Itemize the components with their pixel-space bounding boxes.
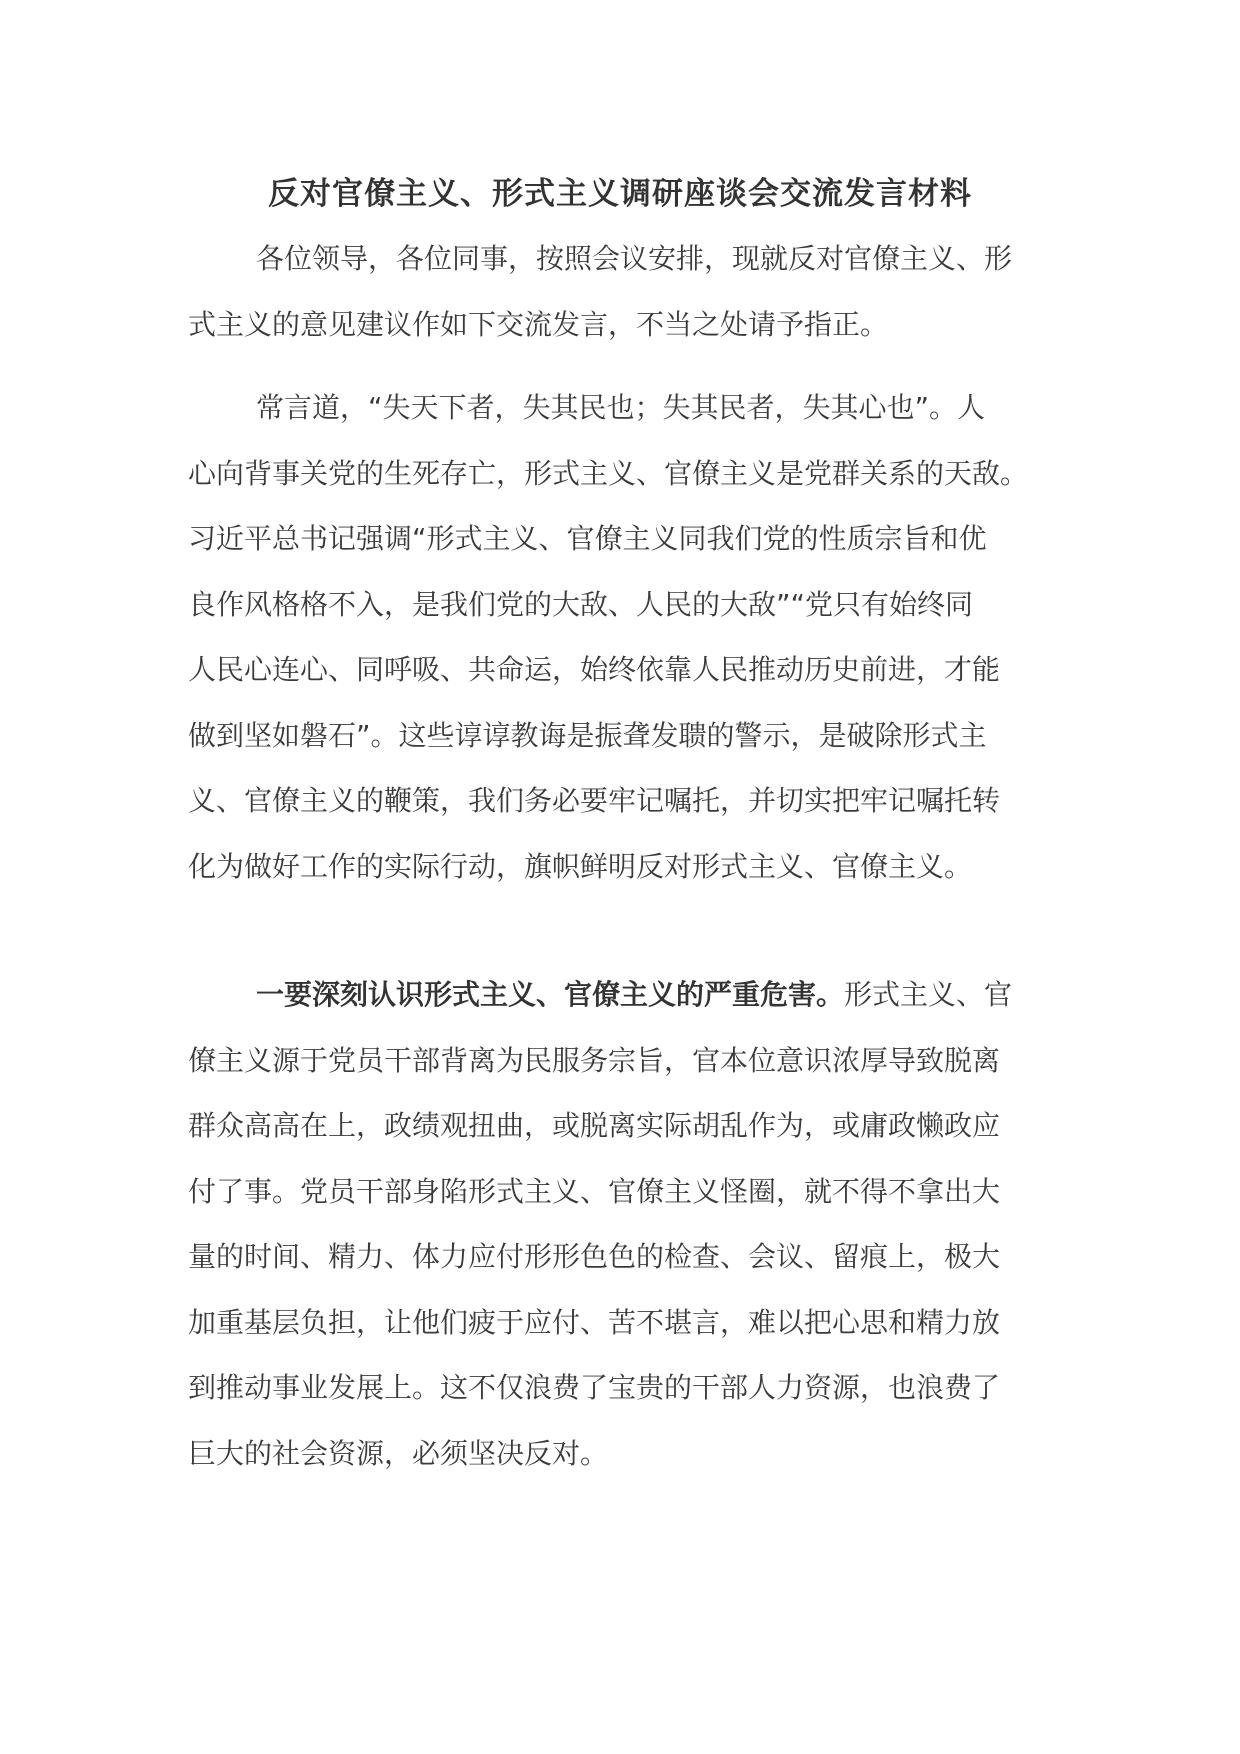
paragraph-point-one bbox=[188, 962, 1060, 1486]
text-line: 良作风格格不入，是我们党的大敌、人民的大敌”“党只有始终同 bbox=[188, 587, 974, 621]
text-line bbox=[188, 962, 1060, 1028]
text-line: 僚主义源于党员干部背离为民服务宗旨，官本位意识浓厚导致脱离 bbox=[188, 1043, 1001, 1077]
text-line: 常言道，“失天下者，失其民也；失其民者，失其心也”。人 bbox=[256, 391, 986, 424]
text-line: 量的时间、精力、体力应付形形色色的检查、会议、留痕上，极大 bbox=[188, 1240, 1001, 1273]
text-line: 义、官僚主义的鞭策，我们务必要牢记嘱托，并切实把牢记嘱托转 bbox=[188, 784, 1001, 817]
text-line: 付了事。党员干部身陷形式主义、官僚主义怪圈，就不得不拿出大 bbox=[188, 1174, 1001, 1208]
text-line: 各位领导，各位同事，按照会议安排，现就反对官僚主义、形 bbox=[256, 242, 1013, 275]
text-line: 人民心连心、同呼吸、共命运，始终依靠人民推动历史前进，才能 bbox=[188, 653, 1001, 686]
text-line: 式主义的意见建议作如下交流发言，不当之处请予指正。 bbox=[188, 307, 889, 341]
text-line: 心向背事关党的生死存亡，形式主义、官僚主义是党群关系的天敌。 bbox=[188, 456, 1029, 490]
document-title: 反对官僚主义、形式主义调研座谈会交流发言材料 bbox=[268, 176, 972, 212]
text-line: 习近平总书记强调“形式主义、官僚主义同我们党的性质宗旨和优 bbox=[188, 522, 987, 555]
text-line: 化为做好工作的实际行动，旗帜鲜明反对形式主义、官僚主义。 bbox=[188, 849, 973, 883]
text-line: 群众高高在上，政绩观扭曲，或脱离实际胡乱作为，或庸政懒政应 bbox=[188, 1109, 1001, 1142]
paragraph-opening bbox=[188, 226, 1060, 357]
text-line: 巨大的社会资源，必须坚决反对。 bbox=[188, 1436, 609, 1470]
paragraph-quote bbox=[188, 375, 1060, 899]
text-fragment: 形式主义、官 bbox=[844, 978, 1013, 1011]
text-line: 加重基层负担，让他们疲于应付、苦不堪言，难以把心思和精力放 bbox=[188, 1305, 1001, 1339]
text-line: 到推动事业发展上。这不仅浪费了宝贵的干部人力资源，也浪费了 bbox=[188, 1371, 1001, 1404]
point-heading: 一要深刻认识形式主义、官僚主义的严重危害。 bbox=[256, 978, 845, 1011]
text-line: 做到坚如磐石”。这些谆谆教诲是振聋发聩的警示，是破除形式主 bbox=[188, 718, 987, 752]
